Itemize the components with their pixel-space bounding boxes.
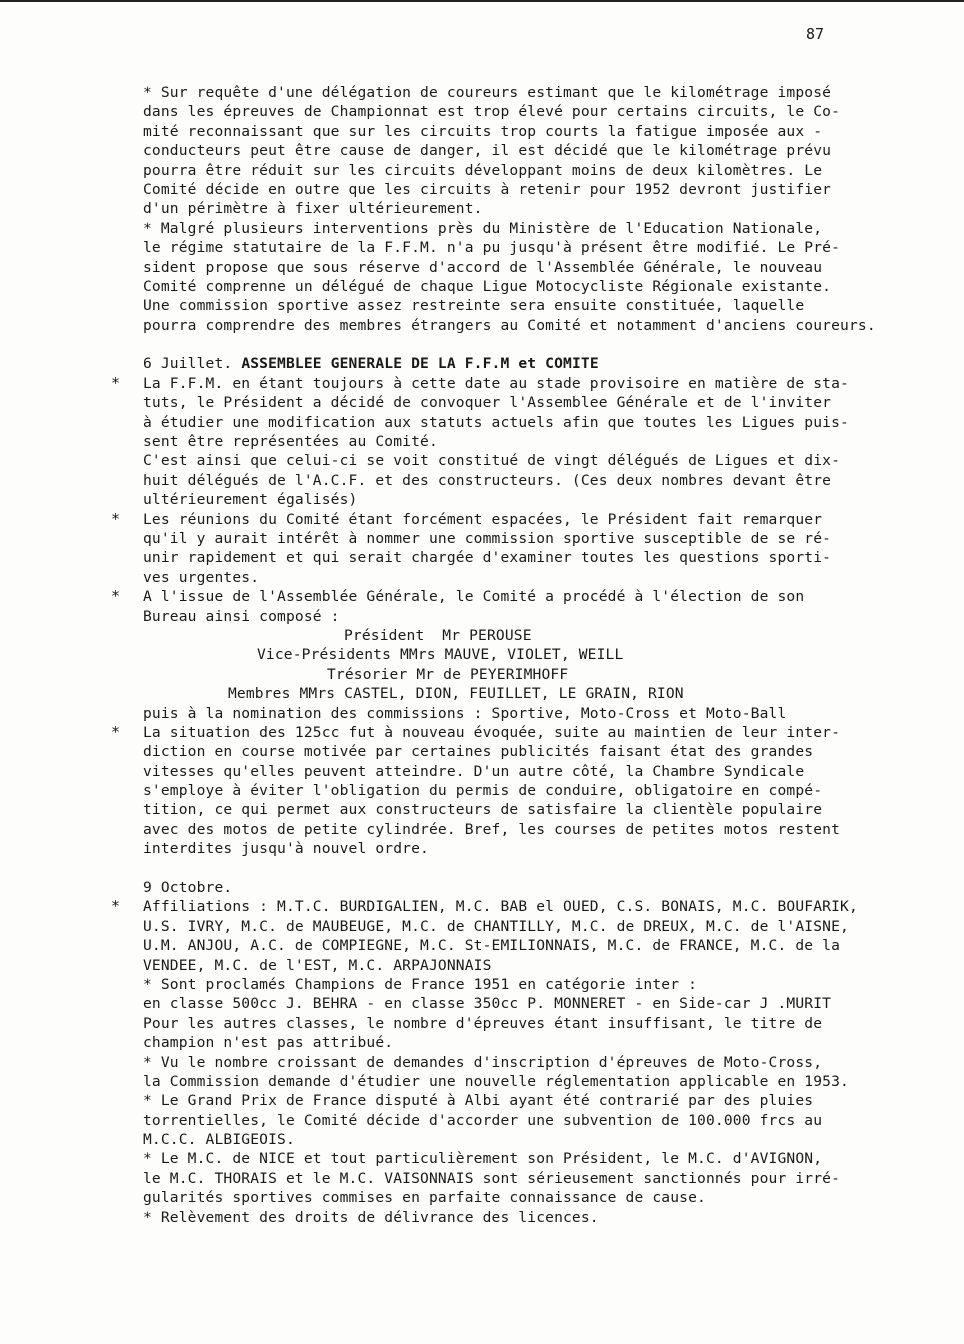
text-line: * Sur requête d'une délégation de coureurs estimant que le kilométrage imposé (143, 84, 832, 101)
margin-asterisk-icon: * (111, 373, 121, 392)
text-line: pourra être réduit sur les circuits développant moins de deux kilomètres. Le (143, 161, 823, 179)
text-line: vitesses qu'elles peuvent atteindre. D'un autre côté, la Chambre Syndicale (143, 762, 805, 780)
text-line: la Commission demande d'étudier une nouvelle réglementation applicable en 1953. (143, 1072, 849, 1090)
margin-asterisk-icon: * (111, 509, 121, 528)
top-rule (0, 0, 964, 2)
section-previous-meeting (143, 83, 943, 335)
text-line: qu'il y aurait intérêt à nommer une commission sportive susceptible de se ré- (143, 529, 832, 547)
text-line: s'employe à éviter l'obligation du permis de conduire, obligatoire en compé- (143, 782, 823, 800)
text-line: sent être représentées au Comité. (143, 433, 438, 451)
text-line: à étudier une modification aux statuts actuels afin que toutes les Ligues puis- (143, 413, 849, 431)
text-line: conducteurs peut être cause de danger, il est décidé que le kilométrage prévu (143, 142, 832, 160)
bureau-president: Président Mr PEROUSE (344, 626, 532, 644)
text-line: diction en course motivée par certaines publicités faisant état des grandes (143, 743, 814, 761)
text-line: tuts, le Président a décidé de convoquer l'Assemblee Générale et de l'inviter (143, 394, 832, 412)
text-line: puis à la nomination des commissions : Sportive, Moto-Cross et Moto-Ball (143, 704, 787, 722)
text-line: * La situation des 125cc fut à nouveau évoquée, suite au maintien de leur inter- (111, 722, 841, 741)
text-line: * La F.F.M. en étant toujours à cette date au stade provisoire en matière de sta- (111, 373, 849, 392)
text-line: mité reconnaissant que sur les circuits trop courts la fatigue imposée aux - (143, 122, 823, 140)
text-line: ultérieurement égalisés) (143, 491, 358, 509)
text-line: * Le M.C. de NICE et tout particulièrement son Président, le M.C. d'AVIGNON, (143, 1150, 823, 1168)
text-line: unir rapidement et qui serait chargée d'examiner toutes les questions sporti- (143, 549, 832, 567)
bureau-vice-presidents: Vice-Présidents MMrs MAUVE, VIOLET, WEILL (257, 646, 624, 664)
text-line: avec des motos de petite cylindrée. Bref, les courses de petites motos restent (143, 820, 841, 838)
document-body (111, 83, 943, 1227)
text-line: ves urgentes. (143, 568, 260, 586)
spacer (143, 335, 943, 354)
text-line: pourra comprendre des membres étrangers au Comité et notamment d'anciens coureurs. (143, 316, 876, 334)
text-line: C'est ainsi que celui-ci se voit constitué de vingt délégués de Ligues et dix- (143, 452, 841, 470)
section-heading: ASSEMBLEE GENERALE DE LA F.F.M et COMITE (241, 355, 599, 373)
text-line: Comité décide en outre que les circuits à retenir pour 1952 devront justifier (143, 180, 832, 198)
margin-asterisk-icon: * (111, 722, 121, 741)
text-line: Une commission sportive assez restreinte sera ensuite constituée, laquelle (143, 297, 805, 315)
margin-asterisk-icon: * (111, 587, 121, 606)
text-line: U.S. IVRY, M.C. de MAUBEUGE, M.C. de CHANTILLY, M.C. de DREUX, M.C. de l'AISNE, (143, 917, 849, 935)
text-line: * A l'issue de l'Assemblée Générale, le Comité a procédé à l'élection de son (111, 587, 805, 606)
text-line: M.C.C. ALBIGEOIS. (143, 1131, 295, 1149)
section-date: 9 Octobre. (143, 879, 233, 897)
text-line: interdites jusqu'à nouvel ordre. (143, 840, 429, 858)
bureau-membres: Membres MMrs CASTEL, DION, FEUILLET, LE GRAIN, RION (228, 685, 684, 703)
text-line: * Sont proclamés Champions de France 1951 en catégorie inter : (143, 975, 698, 993)
text-line: le régime statutaire de la F.F.M. n'a pu jusqu'à présent être modifié. Le Pré- (143, 239, 841, 257)
text-line: huit délégués de l'A.C.F. et des constructeurs. (Ces deux nombres devant être (143, 471, 832, 489)
text-line: gularités sportives commises en parfaite connaissance de cause. (143, 1189, 706, 1207)
text-line: * Malgré plusieurs interventions près du Ministère de l'Education Nationale, (143, 219, 823, 237)
text-line: Pour les autres classes, le nombre d'épreuves étant insuffisant, le titre de (143, 1014, 823, 1032)
section-date: 6 Juillet. (143, 355, 233, 373)
spacer (143, 859, 943, 878)
bureau-tresorier: Trésorier Mr de PEYERIMHOFF (327, 665, 569, 683)
text-line: dans les épreuves de Championnat est trop élevé pour certains circuits, le Co- (143, 103, 841, 121)
text-line: en classe 500cc J. BEHRA - en classe 350cc P. MONNERET - en Side-car J .MURIT (143, 995, 832, 1013)
text-line: le M.C. THORAIS et le M.C. VAISONNAIS sont sérieusement sanctionnés pour irré- (143, 1169, 841, 1187)
text-line: * Vu le nombre croissant de demandes d'inscription d'épreuves de Moto-Cross, (143, 1053, 823, 1071)
section-heading-line (143, 354, 943, 373)
text-line: Bureau ainsi composé : (143, 607, 340, 625)
text-line: torrentielles, le Comité décide d'accorder une subvention de 100.000 frcs au (143, 1111, 823, 1129)
text-line: d'un périmètre à fixer ultérieurement. (143, 200, 483, 218)
text-line: * Le Grand Prix de France disputé à Albi ayant été contrarié par des pluies (143, 1092, 814, 1110)
text-line: U.M. ANJOU, A.C. de COMPIEGNE, M.C. St-EMILIONNAIS, M.C. de FRANCE, M.C. de la (143, 937, 841, 955)
text-line: VENDEE, M.C. de l'EST, M.C. ARPAJONNAIS (143, 956, 492, 974)
text-line: * Relèvement des droits de délivrance des licences. (143, 1208, 599, 1226)
text-line: champion n'est pas attribué. (143, 1034, 394, 1052)
section-october-meeting (111, 878, 943, 1227)
section-july-assembly (111, 354, 943, 858)
text-line: Comité comprenne un délégué de chaque Ligue Motocycliste Régionale existante. (143, 277, 832, 295)
text-line: sident propose que sous réserve d'accord de l'Assemblée Générale, le nouveau (143, 258, 823, 276)
text-line: * Les réunions du Comité étant forcément espacées, le Président fait remarquer (111, 509, 823, 528)
text-line: tition, ce qui permet aux constructeurs de satisfaire la clientèle populaire (143, 801, 823, 819)
text-line: * Affiliations : M.T.C. BURDIGALIEN, M.C. BAB el OUED, C.S. BONAIS, M.C. BOUFARIK, (111, 897, 858, 916)
page-number: 87 (806, 25, 825, 43)
margin-asterisk-icon: * (111, 897, 121, 916)
